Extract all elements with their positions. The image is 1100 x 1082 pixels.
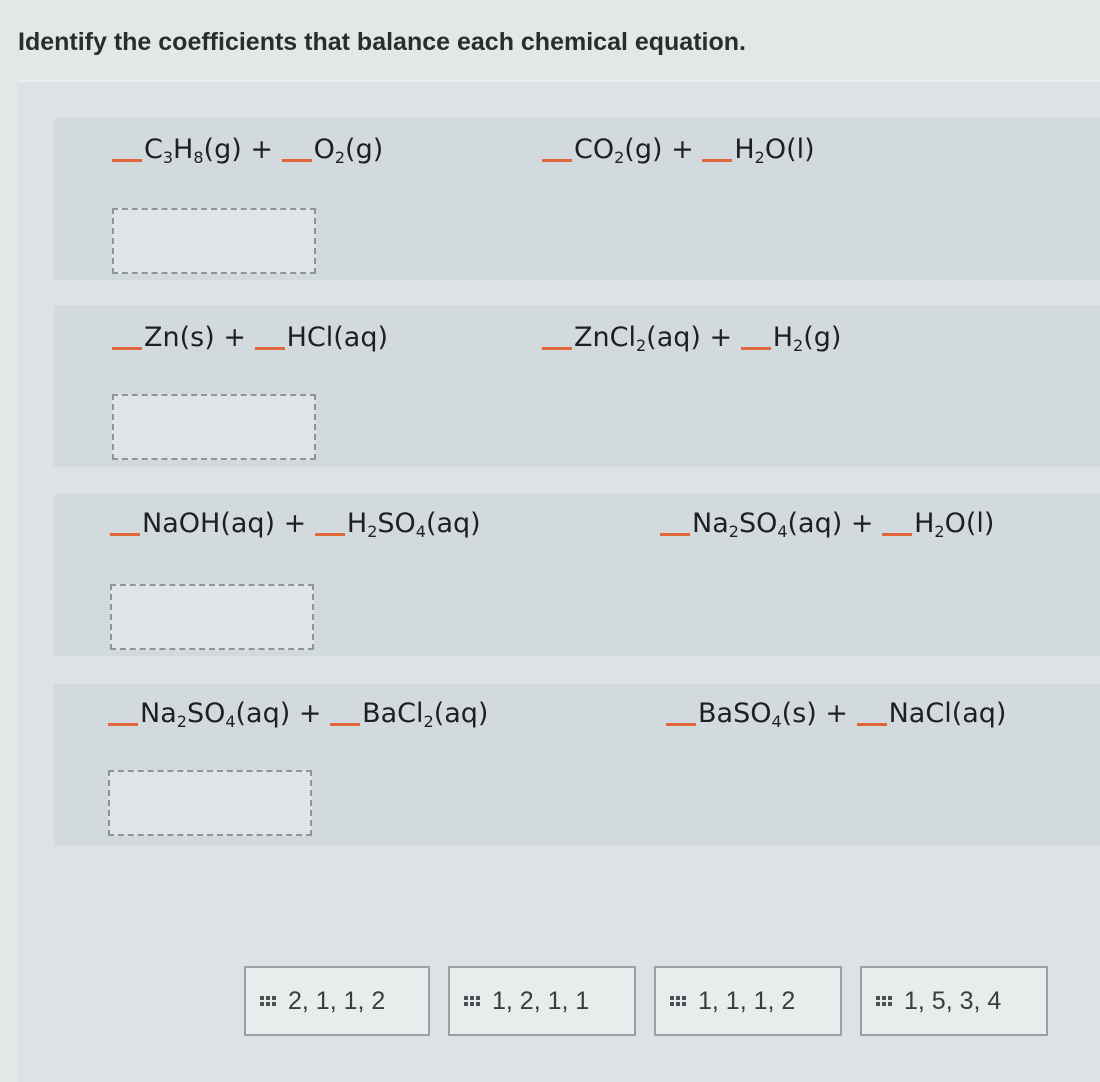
plus-sign: + bbox=[709, 322, 733, 353]
coefficient-blank bbox=[666, 723, 696, 726]
drag-handle-icon bbox=[464, 996, 480, 1006]
formula: Zn(s) bbox=[144, 322, 215, 353]
plus-sign: + bbox=[298, 698, 322, 729]
formula: $H_2(g)$ bbox=[772, 322, 842, 355]
coefficient-blank bbox=[542, 347, 572, 350]
formula: $C_3H_8(g)$ bbox=[144, 134, 242, 167]
coefficient-blank bbox=[330, 723, 360, 726]
drag-handle-icon bbox=[876, 996, 892, 1006]
formula: BaCl$_2$(aq) bbox=[362, 698, 489, 731]
coefficient-blank bbox=[110, 533, 140, 536]
products-3 bbox=[660, 508, 994, 541]
plus-sign: + bbox=[250, 134, 273, 165]
formula: ZnCl$_2$(aq) bbox=[574, 322, 701, 355]
reactants-2 bbox=[112, 322, 388, 353]
products-4 bbox=[666, 698, 1006, 731]
plus-sign: + bbox=[825, 698, 849, 729]
coefficient-blank bbox=[255, 347, 285, 350]
coefficient-blank bbox=[660, 533, 690, 536]
formula: NaCl(aq) bbox=[888, 698, 1007, 729]
products-1 bbox=[542, 134, 815, 167]
coefficient-blank bbox=[702, 159, 732, 162]
coefficient-blank bbox=[315, 533, 345, 536]
reactants-3 bbox=[110, 508, 481, 541]
drag-handle-icon bbox=[260, 996, 276, 1006]
coefficient-blank bbox=[112, 347, 142, 350]
reactants-1 bbox=[112, 134, 383, 167]
choice-label: 1, 2, 1, 1 bbox=[492, 986, 590, 1015]
reactants-4 bbox=[108, 698, 488, 731]
coefficient-blank bbox=[542, 159, 572, 162]
answer-drop-zone-4[interactable] bbox=[108, 770, 312, 836]
formula: HCl(aq) bbox=[286, 322, 388, 353]
formula: $H_2O(l)$ bbox=[914, 508, 995, 541]
plus-sign: + bbox=[223, 322, 246, 353]
formula: $O_2(g)$ bbox=[313, 134, 384, 167]
answer-choice-3[interactable] bbox=[654, 966, 842, 1036]
products-2 bbox=[542, 322, 841, 355]
formula: BaSO$_4$(s) bbox=[698, 698, 817, 731]
answer-drop-zone-2[interactable] bbox=[112, 394, 316, 460]
choice-label: 1, 1, 1, 2 bbox=[698, 986, 796, 1015]
formula: $H_2SO_4(aq)$ bbox=[346, 508, 481, 541]
answer-drop-zone-3[interactable] bbox=[110, 584, 314, 650]
coefficient-blank bbox=[857, 723, 887, 726]
choice-label: 2, 1, 1, 2 bbox=[288, 986, 386, 1015]
plus-sign: + bbox=[850, 508, 874, 539]
answer-choice-4[interactable] bbox=[860, 966, 1048, 1036]
choice-label: 1, 5, 3, 4 bbox=[904, 986, 1002, 1015]
coefficient-blank bbox=[282, 159, 312, 162]
formula: $Na_2SO_4(aq)$ bbox=[140, 698, 291, 731]
answer-choice-1[interactable] bbox=[244, 966, 430, 1036]
coefficient-blank bbox=[741, 347, 771, 350]
formula: $H_2O(l)$ bbox=[734, 134, 815, 167]
question-prompt: Identify the coefficients that balance each chemical equation. bbox=[18, 28, 746, 56]
answer-choice-2[interactable] bbox=[448, 966, 636, 1036]
drag-handle-icon bbox=[670, 996, 686, 1006]
coefficient-blank bbox=[882, 533, 912, 536]
formula: NaOH(aq) bbox=[142, 508, 276, 539]
answer-drop-zone-1[interactable] bbox=[112, 208, 316, 274]
plus-sign: + bbox=[283, 508, 307, 539]
plus-sign: + bbox=[671, 134, 694, 165]
coefficient-blank bbox=[108, 723, 138, 726]
formula: $Na_2SO_4(aq)$ bbox=[692, 508, 843, 541]
coefficient-blank bbox=[112, 159, 142, 162]
formula: $CO_2(g)$ bbox=[574, 134, 663, 167]
